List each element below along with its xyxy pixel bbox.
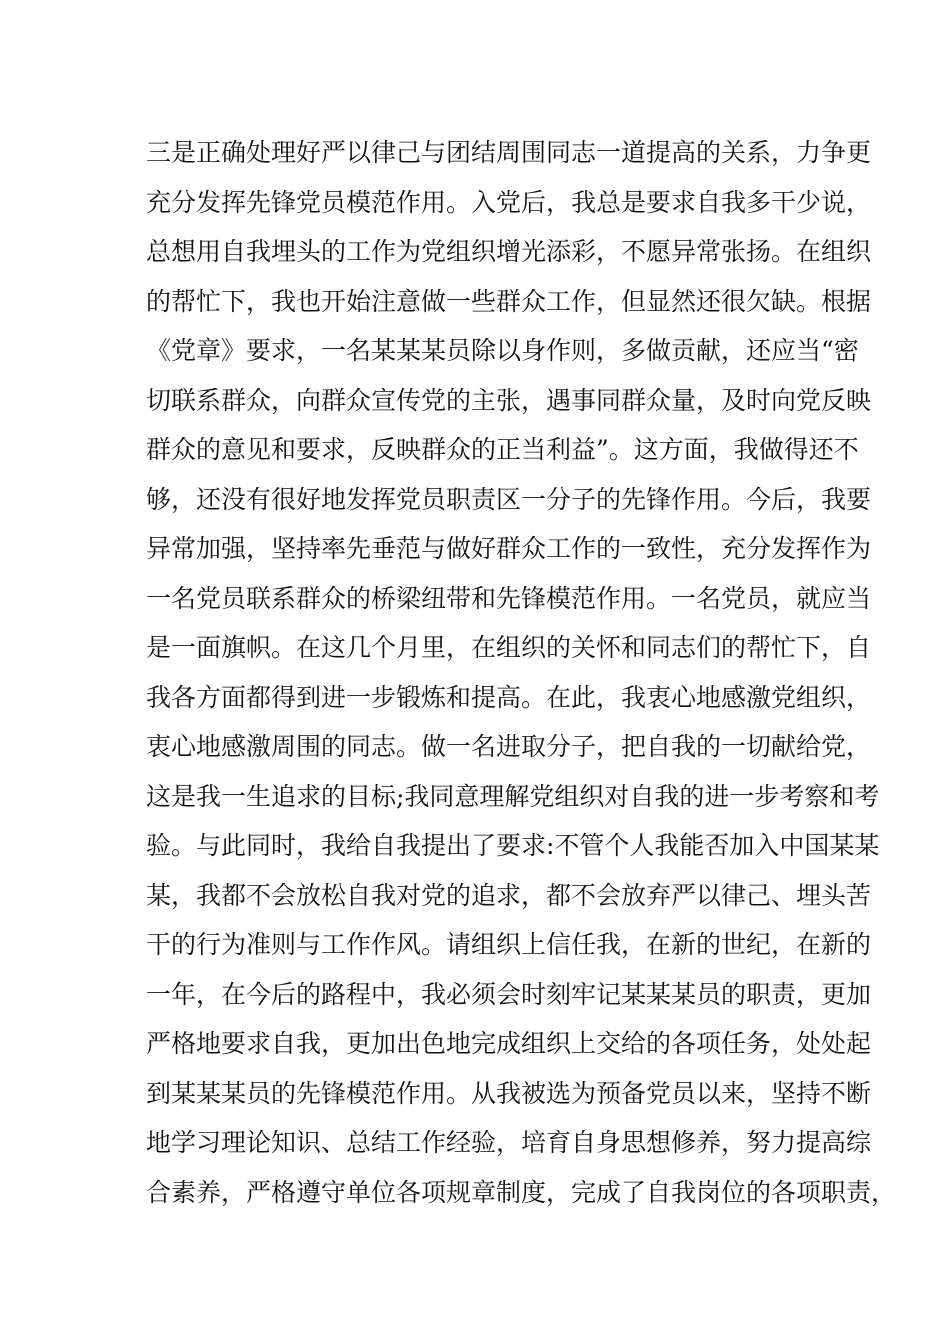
text-line: 总想用自我埋头的工作为党组织增光添彩，不愿异常张扬。在组织: [146, 237, 872, 266]
text-line: 三是正确处理好严以律己与团结周围同志一道提高的关系，力争更: [146, 138, 872, 167]
text-line: 干的行为准则与工作作风。请组织上信任我，在新的世纪，在新的: [146, 930, 872, 959]
text-line: 切联系群众，向群众宣传党的主张，遇事同群众量，及时向党反映: [146, 385, 872, 415]
text-line: 地学习理论知识、总结工作经验，培育自身思想修养，努力提高综: [146, 1128, 872, 1157]
text-line: 一名党员联系群众的桥梁纽带和先锋模范作用。一名党员，就应当: [146, 583, 872, 613]
text-line: 的帮忙下，我也开始注意做一些群众工作，但显然还很欠缺。根据: [146, 286, 872, 316]
text-line: 《党章》要求，一名某某某员除以身作则，多做贡献，还应当“密: [146, 336, 859, 365]
text-line: 异常加强，坚持率先垂范与做好群众工作的一致性，充分发挥作为: [146, 534, 872, 563]
text-line: 这是我一生追求的目标;我同意理解党组织对自我的进一步考察和考: [146, 781, 880, 811]
text-line: 我各方面都得到进一步锻炼和提高。在此，我衷心地感激党组织，: [146, 682, 872, 712]
text-line: 是一面旗帜。在这几个月里，在组织的关怀和同志们的帮忙下，自: [146, 633, 872, 662]
text-line: 群众的意见和要求，反映群众的正当利益”。这方面，我做得还不: [146, 435, 859, 464]
text-line: 衷心地感激周围的同志。做一名进取分子，把自我的一切献给党，: [146, 732, 872, 761]
text-line: 验。与此同时，我给自我提出了要求:不管个人我能否加入中国某某: [146, 831, 880, 860]
text-line: 合素养，严格遵守单位各项规章制度，完成了自我岗位的各项职责，: [146, 1177, 897, 1207]
text-line: 到某某某员的先锋模范作用。从我被选为预备党员以来，坚持不断: [146, 1078, 872, 1108]
text-line: 某，我都不会放松自我对党的追求，都不会放弃严以律己、埋头苦: [146, 880, 872, 910]
text-line: 充分发挥先锋党员模范作用。入党后，我总是要求自我多干少说，: [146, 187, 872, 217]
text-line: 够，还没有很好地发挥党员职责区一分子的先锋作用。今后，我要: [146, 484, 872, 514]
text-line: 严格地要求自我，更加出色地完成组织上交给的各项任务，处处起: [146, 1029, 872, 1058]
text-line: 一年，在今后的路程中，我必须会时刻牢记某某某员的职责，更加: [146, 979, 872, 1009]
body-text: [146, 133, 897, 1222]
